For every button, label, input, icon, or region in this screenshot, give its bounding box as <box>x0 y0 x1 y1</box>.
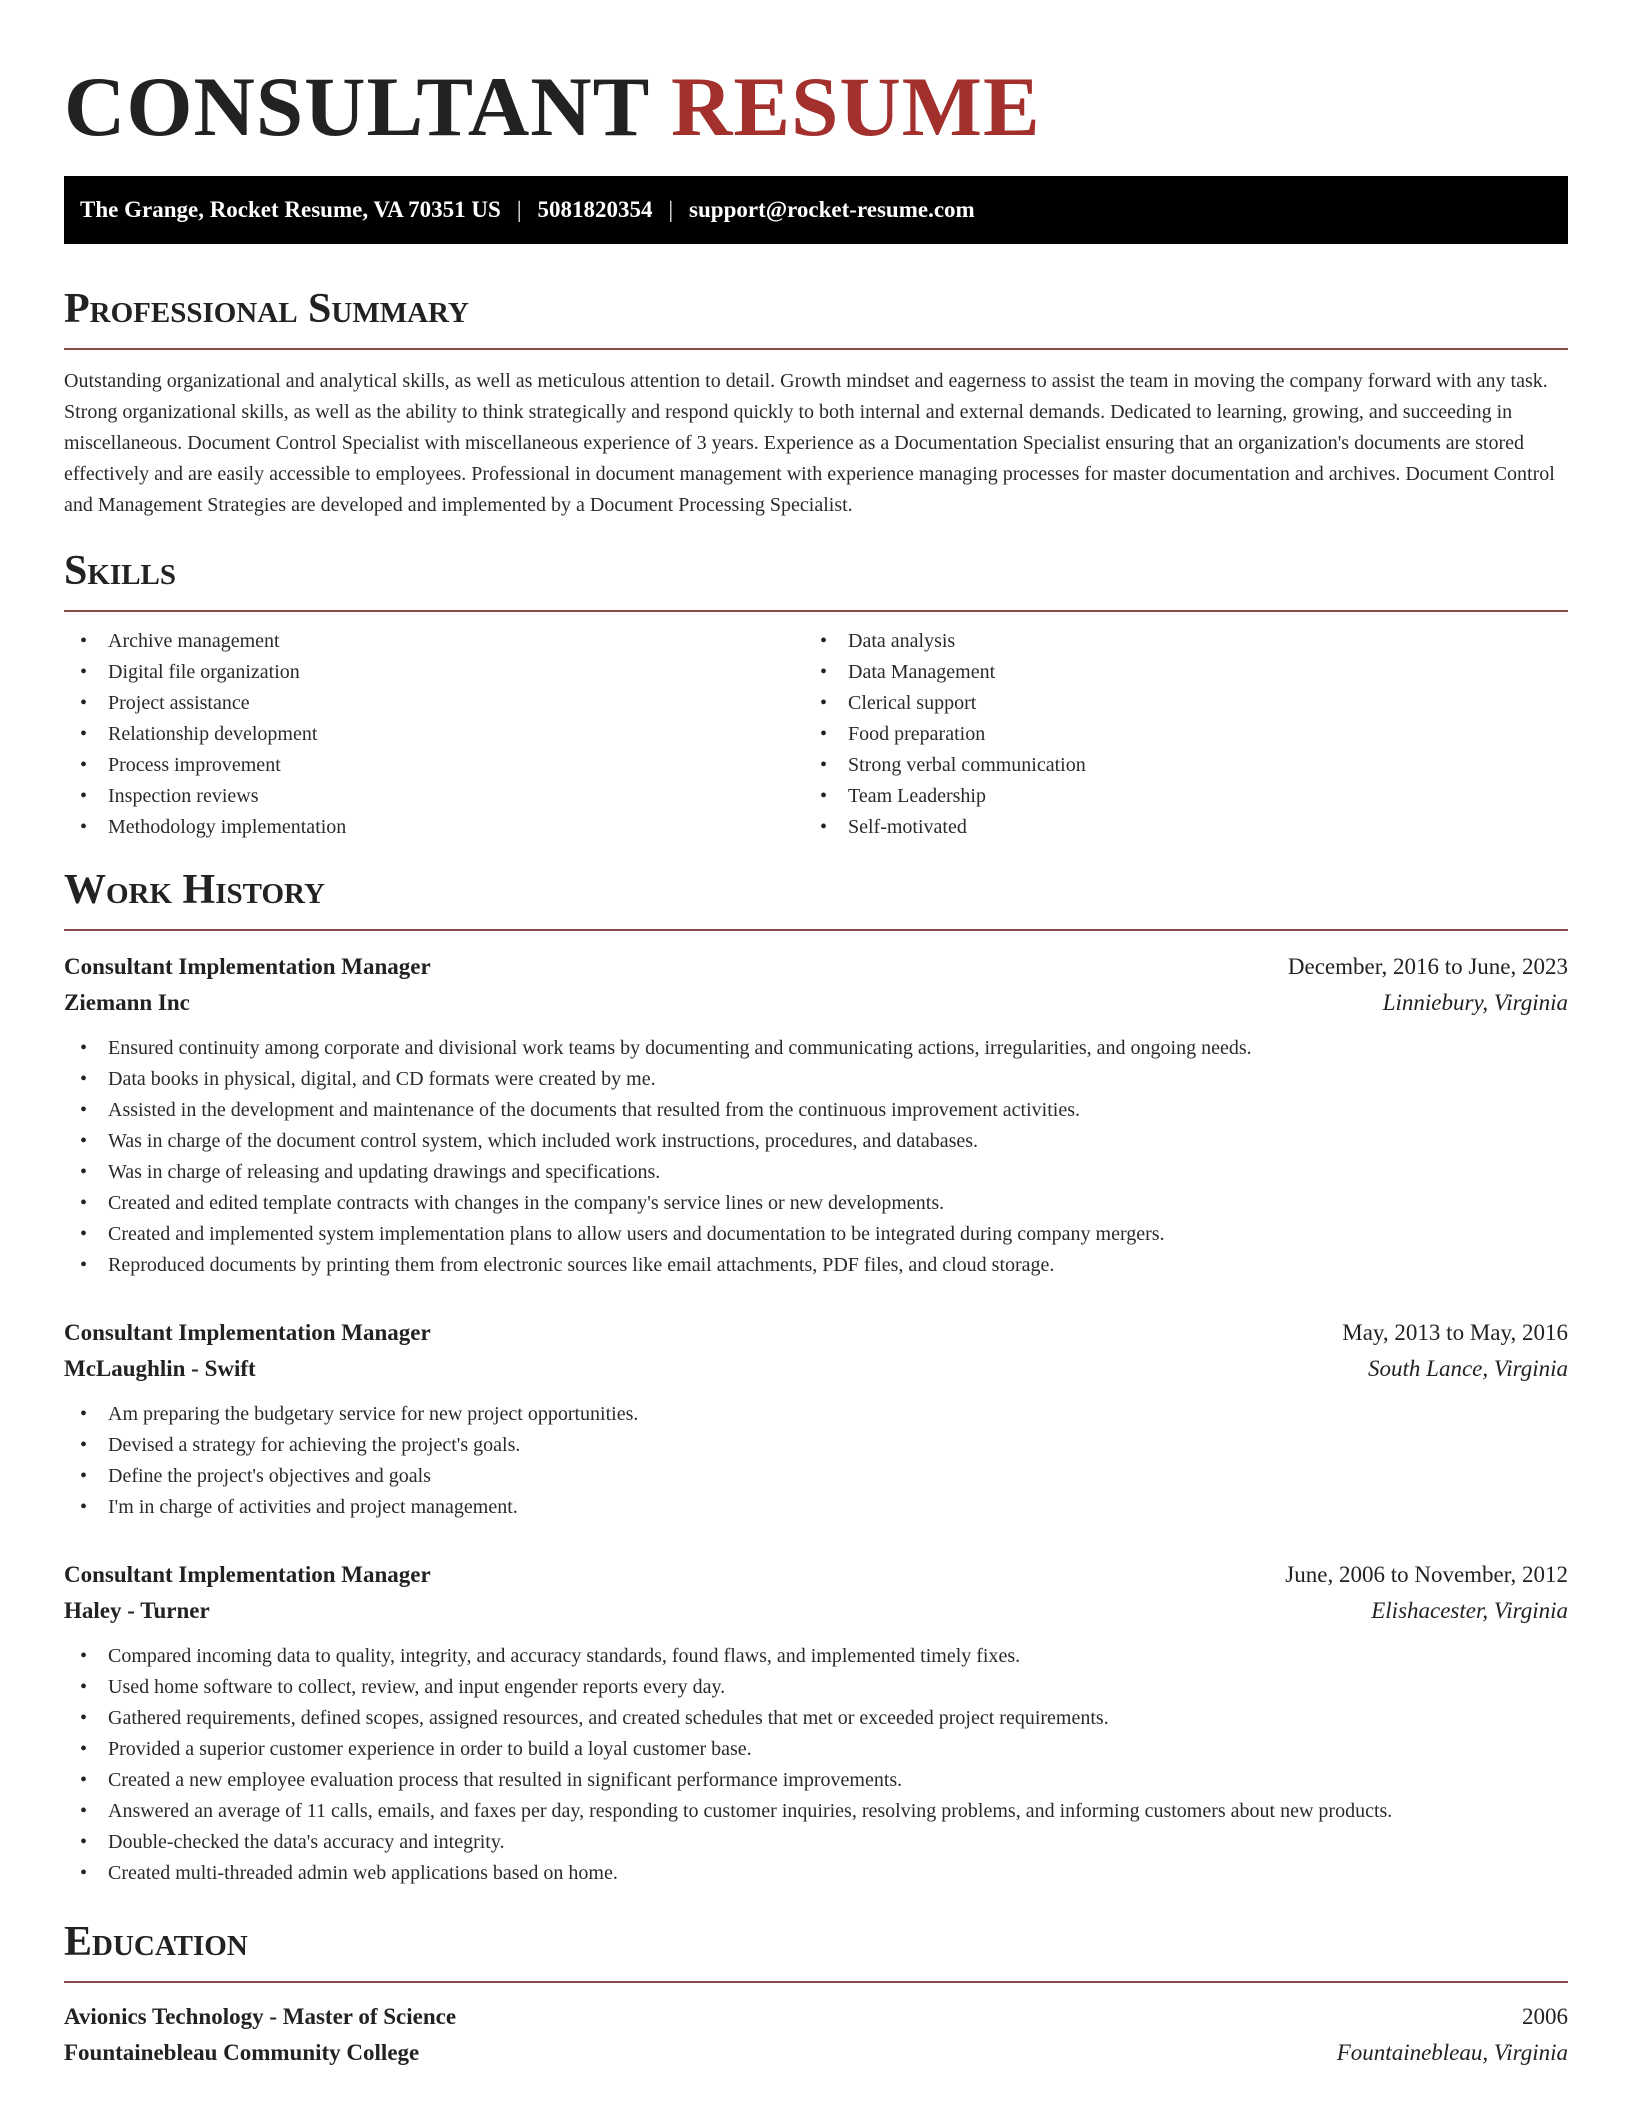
job-location: Elishacester, Virginia <box>1371 1598 1568 1623</box>
title-part-1: CONSULTANT <box>64 60 649 154</box>
job-bullet: • Am preparing the budgetary service for new project opportunities. <box>64 1399 1568 1430</box>
job-bullet: • Gathered requirements, defined scopes, assigned resources, and created schedules that met or exceeded project requirements. <box>64 1703 1568 1734</box>
job-bullet: • Created multi-threaded admin web applications based on home. <box>64 1858 1568 1889</box>
job-company-row <box>64 985 1568 1021</box>
section-heading: Education <box>64 1919 248 1965</box>
job-bullet: • Define the project's objectives and goals <box>64 1461 1568 1492</box>
job-bullet: • Provided a superior customer experience in order to build a loyal customer base. <box>64 1734 1568 1765</box>
education-school: Fountainebleau Community College <box>64 2040 420 2065</box>
skill-item: • Food preparation <box>804 719 1544 750</box>
summary-text: Outstanding organizational and analytical skills, as well as meticulous attention to detail. Growth mindset and eagerness to assist the team in moving the company forward with any task. Strong organizational skills, as well as the ability to think strategically and respond quickly to both internal and external demands. Dedicated to learning, growing, and succeeding in miscellaneous. Document Control Specialist with miscellaneous experience of 3 years. Experience as a Documentation Specialist ensuring that an organization's documents are stored effectively and are easily accessible to employees. Professional in document management with experience managing processes for master documentation and archives. Document Control and Management Strategies are developed and implemented by a Document Processing Specialist. <box>64 370 1555 516</box>
section-divider <box>64 929 1568 931</box>
job-company: Ziemann Inc <box>64 990 190 1015</box>
contact-bar <box>64 176 1568 244</box>
work-history-section <box>64 865 1568 1889</box>
job-entry <box>64 949 1568 1281</box>
job-title: Consultant Implementation Manager <box>64 1320 431 1345</box>
skill-item: • Data Management <box>804 657 1544 688</box>
skill-item: • Methodology implementation <box>64 812 804 843</box>
skill-item: • Archive management <box>64 626 804 657</box>
job-entry <box>64 1557 1568 1889</box>
job-bullet: • Data books in physical, digital, and CD formats were created by me. <box>64 1064 1568 1095</box>
job-title: Consultant Implementation Manager <box>64 1562 431 1587</box>
job-header-row <box>64 1315 1568 1351</box>
education-school-row <box>64 2035 1568 2071</box>
education-section <box>64 1917 1568 2071</box>
job-bullet: • Created a new employee evaluation process that resulted in significant performance improvements. <box>64 1765 1568 1796</box>
skill-item: • Strong verbal communication <box>804 750 1544 781</box>
education-degree-row <box>64 1999 1568 2035</box>
job-bullet: • Compared incoming data to quality, integrity, and accuracy standards, found flaws, and implemented timely fixes. <box>64 1641 1568 1672</box>
job-location: Linniebury, Virginia <box>1382 990 1568 1015</box>
resume-page <box>64 0 1568 2071</box>
contact-email: support@rocket-resume.com <box>689 197 975 222</box>
job-bullet: • Used home software to collect, review, and input engender reports every day. <box>64 1672 1568 1703</box>
job-header-row <box>64 1557 1568 1593</box>
job-bullet: • Created and implemented system implementation plans to allow users and documentation to be integrated during company mergers. <box>64 1219 1568 1250</box>
job-bullet: • Ensured continuity among corporate and divisional work teams by documenting and communicating actions, irregularities, and ongoing needs. <box>64 1033 1568 1064</box>
job-dates: June, 2006 to November, 2012 <box>1285 1562 1568 1587</box>
skill-item: • Data analysis <box>804 626 1544 657</box>
job-header-row <box>64 949 1568 985</box>
job-bullet: • Reproduced documents by printing them from electronic sources like email attachments, PDF files, and cloud storage. <box>64 1250 1568 1281</box>
section-divider <box>64 1981 1568 1983</box>
education-degree: Avionics Technology - Master of Science <box>64 2004 457 2029</box>
section-heading: Skills <box>64 548 177 594</box>
section-divider <box>64 348 1568 350</box>
job-dates: May, 2013 to May, 2016 <box>1342 1320 1568 1345</box>
job-bullet: • Was in charge of the document control system, which included work instructions, procedures, and databases. <box>64 1126 1568 1157</box>
job-entry <box>64 1315 1568 1523</box>
skill-item: • Clerical support <box>804 688 1544 719</box>
skill-item: • Process improvement <box>64 750 804 781</box>
section-heading: Work History <box>64 867 325 913</box>
job-company: Haley - Turner <box>64 1598 210 1623</box>
job-bullets <box>64 1033 1568 1281</box>
job-bullets <box>64 1399 1568 1523</box>
section-heading: Professional Summary <box>64 286 469 332</box>
skill-item: • Digital file organization <box>64 657 804 688</box>
skill-item: • Relationship development <box>64 719 804 750</box>
job-location: South Lance, Virginia <box>1368 1356 1568 1381</box>
job-company-row <box>64 1593 1568 1629</box>
title-part-2: RESUME <box>671 60 1041 154</box>
contact-separator: | <box>516 197 522 222</box>
job-company: McLaughlin - Swift <box>64 1356 256 1381</box>
job-bullet: • Devised a strategy for achieving the project's goals. <box>64 1430 1568 1461</box>
job-bullet: • I'm in charge of activities and project management. <box>64 1492 1568 1523</box>
education-location: Fountainebleau, Virginia <box>1336 2040 1568 2065</box>
skill-item: • Self-motivated <box>804 812 1544 843</box>
education-entry <box>64 1999 1568 2071</box>
job-bullet: • Created and edited template contracts with changes in the company's service lines or new developments. <box>64 1188 1568 1219</box>
contact-address: The Grange, Rocket Resume, VA 70351 US <box>80 197 501 222</box>
job-bullet: • Answered an average of 11 calls, emails, and faxes per day, responding to customer inquiries, resolving problems, and informing customers about new products. <box>64 1796 1568 1827</box>
skills-column-right <box>804 626 1544 843</box>
job-bullet: • Was in charge of releasing and updating drawings and specifications. <box>64 1157 1568 1188</box>
resume-title <box>64 0 1568 156</box>
skill-item: • Project assistance <box>64 688 804 719</box>
skill-item: • Team Leadership <box>804 781 1544 812</box>
professional-summary-section <box>64 284 1568 521</box>
contact-separator: | <box>668 197 674 222</box>
skills-column-left <box>64 626 804 843</box>
skills-grid <box>64 626 1568 843</box>
job-bullets <box>64 1641 1568 1889</box>
job-title: Consultant Implementation Manager <box>64 954 431 979</box>
contact-phone: 5081820354 <box>537 197 653 222</box>
job-bullet: • Assisted in the development and maintenance of the documents that resulted from the continuous improvement activities. <box>64 1095 1568 1126</box>
job-company-row <box>64 1351 1568 1387</box>
skill-item: • Inspection reviews <box>64 781 804 812</box>
job-dates: December, 2016 to June, 2023 <box>1287 954 1568 979</box>
job-bullet: • Double-checked the data's accuracy and integrity. <box>64 1827 1568 1858</box>
section-divider <box>64 610 1568 612</box>
skills-section <box>64 546 1568 843</box>
education-year: 2006 <box>1522 2004 1568 2029</box>
